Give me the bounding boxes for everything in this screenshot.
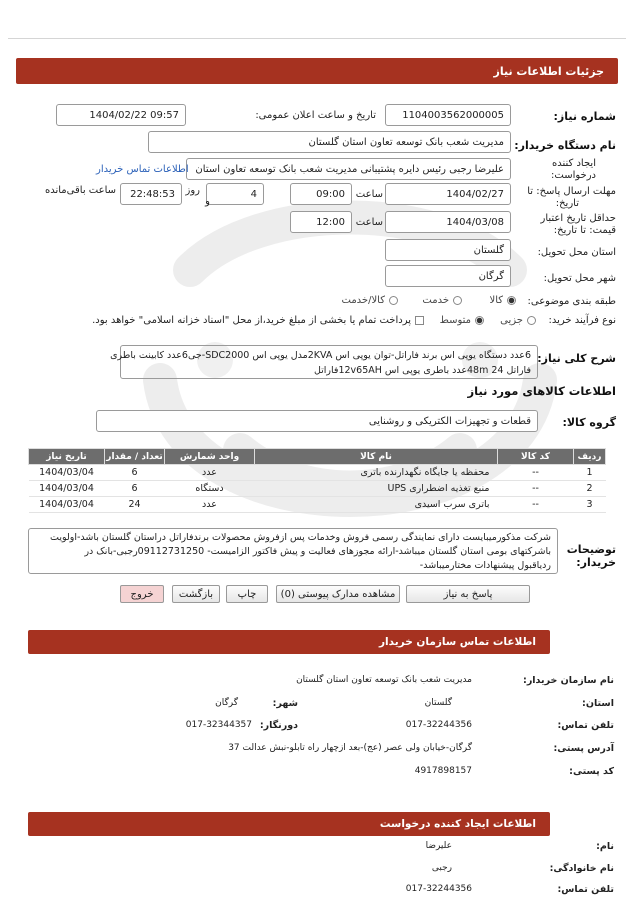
reply-button[interactable]: پاسخ به نیاز [406,585,530,603]
cell-date: 1404/03/04 [29,465,105,481]
contact-city-value: گرگان [215,698,238,708]
validity-label-2: قیمت: تا تاریخ: [553,225,616,236]
buyer-org-label: نام دستگاه خریدار: [514,139,616,152]
panel-header [16,58,618,84]
creator-field: علیرضا رجبی رئیس دایره پشتیبانی مدیریت شعب بانک توسعه تعاون استان [186,158,511,180]
creator-info-title: اطلاعات ایجاد کننده درخواست [379,818,536,830]
deadline-time-field: 09:00 [290,183,352,205]
cell-qty: 6 [105,465,165,481]
col-header-unit: واحد شمارش [165,449,255,465]
contact-province-value: گلستان [424,698,452,708]
announce-label: تاریخ و ساعت اعلان عمومی: [255,110,376,121]
validity-time-field: 12:00 [290,211,352,233]
summary-box [110,345,538,379]
cell-qty: 24 [105,497,165,513]
validity-time-label: ساعت [355,217,383,228]
days-label: روز [185,185,200,196]
contact-postal-label: کد پستی: [569,766,614,777]
contact-org-value: مدیریت شعب بانک توسعه تعاون استان گلستان [296,675,472,685]
panel-title: جزئیات اطلاعات نیاز [493,64,604,78]
radio-icon [475,316,484,325]
city-label: شهر محل تحویل: [543,273,616,284]
contact-fax-value: 017-32344357 [185,720,252,730]
cell-row: 1 [574,465,606,481]
cell-unit: عدد [165,497,255,513]
process-option-minor[interactable]: جزیی [500,315,536,326]
contact-address-value: گرگان-خیابان ولی عصر (عج)-بعد ازچهار راه تابلو-نبش عدالت 37 [228,743,472,753]
radio-icon [453,296,462,305]
validity-label-1: حداقل تاریخ اعتبار [540,213,616,224]
buyer-notes-line-2: باشرکتهای بومی استان گلستان میباشد-ارائه مجوزهای فعالیت و پیش فاکتور الزامیست- 09112731250رجبی-بانک در [84,546,551,557]
cell-row: 3 [574,497,606,513]
top-divider [8,38,626,39]
col-header-row: ردیف [574,449,606,465]
creator-name-label: نام: [596,841,614,852]
creator-label-1: ایجاد کننده [552,158,596,169]
category-label: طبقه بندی موضوعی: [527,296,616,307]
col-header-date: تاریخ نیاز [29,449,105,465]
buyer-notes-line-3: ردیاقبول پیشنهادات مختارمیباشد- [419,560,551,571]
creator-name-value: علیرضا [425,841,452,851]
cell-name: باتری سرب اسیدی [255,497,498,513]
province-label: استان محل تحویل: [537,247,616,258]
radio-icon [389,296,398,305]
cell-name: منبع تغذیه اضطراری UPS [255,481,498,497]
contact-phone-label: تلفن تماس: [557,720,614,731]
table-row [29,465,606,481]
buyer-contact-link[interactable]: اطلاعات تماس خریدار [96,164,189,175]
deadline-date-field: 1404/02/27 [385,183,511,205]
category-option-goods[interactable]: کالا [489,295,516,306]
creator-phone-label: تلفن تماس: [557,884,614,895]
category-option-service[interactable]: خدمت [422,295,462,306]
validity-date-field: 1404/03/08 [385,211,511,233]
goods-info-title: اطلاعات کالاهای مورد نیاز [467,384,616,398]
cell-code: -- [498,481,574,497]
back-button[interactable]: بازگشت [172,585,220,603]
cell-code: -- [498,497,574,513]
buyer-contact-header [28,630,550,654]
process-option-medium[interactable]: متوسط [440,315,484,326]
and-label: و [205,196,210,207]
col-header-code: کد کالا [498,449,574,465]
announce-field: 1404/02/22 09:57 [56,104,186,126]
province-field: گلستان [385,239,511,261]
cell-code: -- [498,465,574,481]
cell-row: 2 [574,481,606,497]
exit-button[interactable]: خروج [120,585,164,603]
radio-icon [527,316,536,325]
radio-icon [507,296,516,305]
deadline-label-2: تاریخ: [555,198,579,209]
cell-date: 1404/03/04 [29,481,105,497]
remaining-time-field: 22:48:53 [120,183,182,205]
contact-org-label: نام سازمان خریدار: [523,675,614,686]
remaining-label: ساعت باقی‌مانده [44,185,116,196]
process-label: نوع فرآیند خرید: [548,315,616,326]
need-number-field: 1104003562000005 [385,104,511,126]
checkbox-icon [415,316,424,325]
cell-unit: عدد [165,465,255,481]
buyer-org-field: مدیریت شعب بانک توسعه تعاون استان گلستان [148,131,511,153]
table-row [29,497,606,513]
contact-address-label: آدرس پستی: [553,743,614,754]
category-option-goods-service[interactable]: کالا/خدمت [342,295,399,306]
summary-label: شرح کلی نیاز: [537,352,616,365]
creator-info-header [28,812,550,836]
contact-city-label: شهر: [272,698,298,709]
buyer-notes-label-1: توضیحات [566,543,616,556]
creator-family-label: نام خانوادگی: [549,863,614,874]
contact-postal-value: 4917898157 [414,766,472,776]
contact-phone-value: 017-32244356 [405,720,472,730]
print-button[interactable]: چاپ [226,585,268,603]
cell-unit: دستگاه [165,481,255,497]
city-field: گرگان [385,265,511,287]
summary-line-2: فاراتل 24 48mعدد باطری یوپی اس 12v65AHفاراتل [313,365,531,376]
creator-label-2: درخواست: [551,170,596,181]
contact-fax-label: دورنگار: [259,720,298,731]
contact-province-label: استان: [582,698,614,709]
deadline-time-label: ساعت [355,189,383,200]
goods-group-field: قطعات و تجهیزات الکتریکی و روشنایی [96,410,538,432]
cell-qty: 6 [105,481,165,497]
table-header-row [29,449,606,465]
deadline-label-1: مهلت ارسال پاسخ: تا [527,186,616,197]
cell-date: 1404/03/04 [29,497,105,513]
attachments-button[interactable]: مشاهده مدارک پیوستی (0) [276,585,400,603]
col-header-name: نام کالا [255,449,498,465]
payment-note[interactable]: پرداخت تمام یا بخشی از مبلغ خرید،از محل "اسناد خزانه اسلامی" خواهد بود. [92,315,424,326]
days-field: 4 [206,183,264,205]
buyer-notes-box [28,528,558,574]
buyer-notes-line-1: شرکت مذکورمیبایست دارای نمایندگی رسمی فروش وخدمات پس ازفروش محصولات برندفاراتل دراستان گلستان باشد-اولویت [49,532,551,543]
creator-phone-value: 017-32244356 [405,884,472,894]
need-number-label: شماره نیاز: [553,110,616,123]
creator-family-value: رجبی [431,863,452,873]
buyer-contact-title: اطلاعات تماس سازمان خریدار [379,636,536,648]
table-row [29,481,606,497]
summary-line-1: 6عدد دستگاه یوپی اس برند فاراتل-توان یوپی اس 2KVAمدل یوپی اس SDC2000-جی6عدد کابینت باطری [110,350,531,361]
items-table [28,448,606,513]
buyer-notes-label-2: خریدار: [576,556,616,569]
cell-name: محفظه یا جایگاه نگهدارنده باتری [255,465,498,481]
col-header-qty: تعداد / مقدار [105,449,165,465]
goods-group-label: گروه کالا: [562,416,616,429]
